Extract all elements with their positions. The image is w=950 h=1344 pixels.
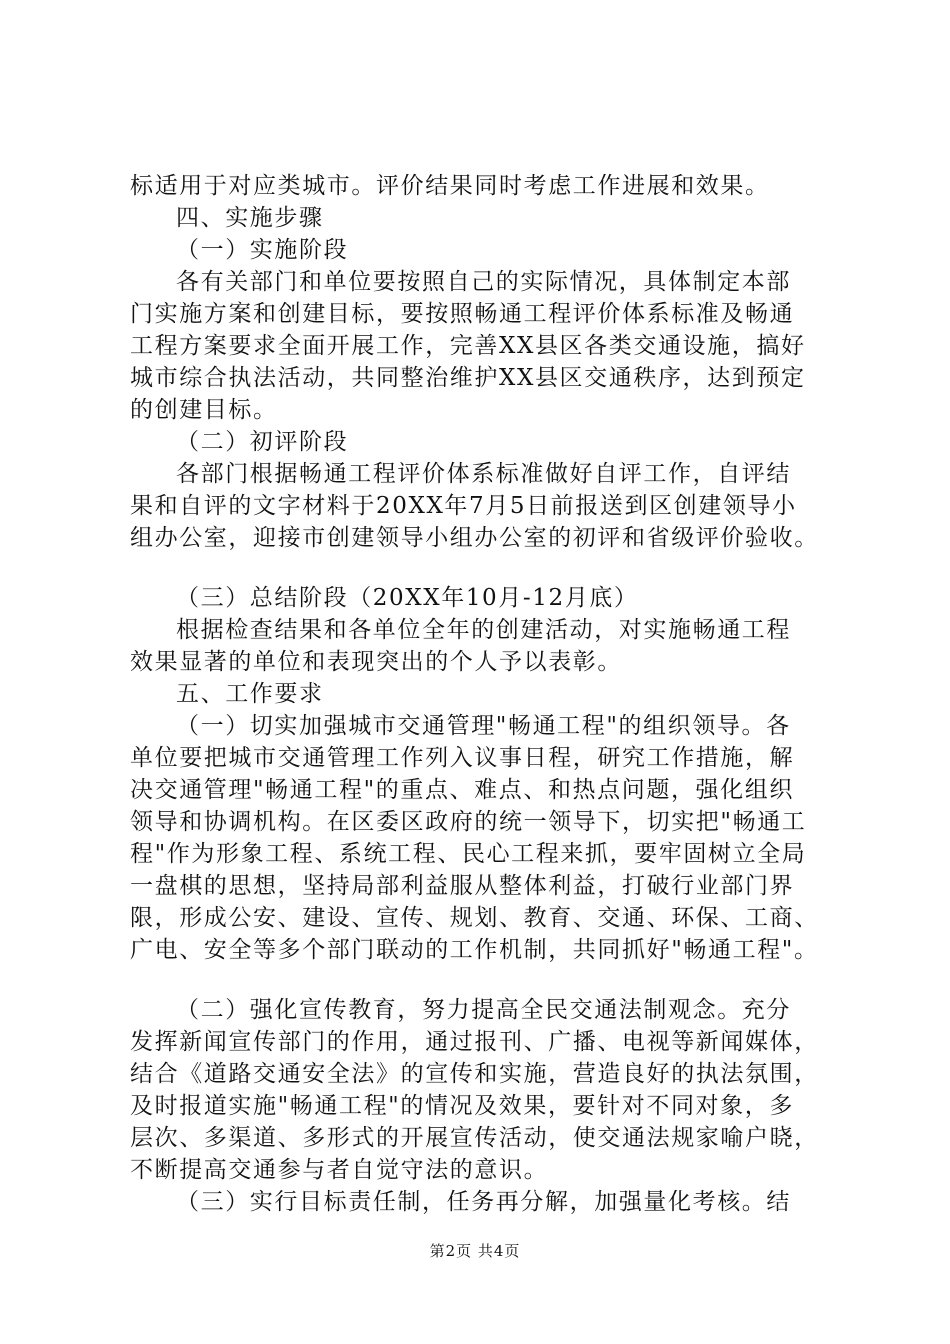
text-line: 各有关部门和单位要按照自己的实际情况，具体制定本部 — [176, 269, 791, 295]
text-line: 及时报道实施"畅通工程"的情况及效果，要针对不同对象，多 — [130, 1093, 794, 1119]
text-line: 各部门根据畅通工程评价体系标准做好自评工作，自评结 — [176, 461, 791, 487]
subsection-heading: （一）实施阶段 — [176, 237, 349, 263]
text-line: 效果显著的单位和表现突出的个人予以表彰。 — [130, 649, 622, 675]
text-line: 根据检查结果和各单位全年的创建活动，对实施畅通工程 — [176, 617, 791, 643]
text-line: 限，形成公安、建设、宣传、规划、教育、交通、环保、工商、 — [130, 905, 819, 931]
subsection-heading: （三）总结阶段（20XX年10月-12月底） — [176, 585, 639, 611]
text-line: 广电、安全等多个部门联动的工作机制，共同抓好"畅通工程"。 — [130, 937, 819, 963]
text-line: 工程方案要求全面开展工作，完善XX县区各类交通设施，搞好 — [130, 333, 806, 359]
text-line: （三）实行目标责任制，任务再分解，加强量化考核。结 — [176, 1189, 791, 1215]
page-footer: 第2页 共4页 — [429, 1242, 521, 1260]
text-line: 的创建目标。 — [130, 397, 278, 423]
text-line: （二）强化宣传教育，努力提高全民交通法制观念。充分 — [176, 997, 791, 1023]
text-line: 组办公室，迎接市创建领导小组办公室的初评和省级评价验收。 — [130, 525, 819, 551]
text-line: 门实施方案和创建目标，要按照畅通工程评价体系标准及畅通 — [130, 301, 795, 327]
text-line: 城市综合执法活动，共同整治维护XX县区交通秩序，达到预定 — [130, 365, 806, 391]
text-line: 层次、多渠道、多形式的开展宣传活动，使交通法规家喻户晓， — [130, 1125, 819, 1151]
text-line: 单位要把城市交通管理工作列入议事日程，研究工作措施，解 — [130, 745, 795, 771]
section-heading: 五、工作要求 — [176, 681, 324, 707]
text-line: 决交通管理"畅通工程"的重点、难点、和热点问题，强化组织 — [130, 777, 794, 803]
section-heading: 四、实施步骤 — [176, 205, 324, 231]
text-line: 发挥新闻宣传部门的作用，通过报刊、广播、电视等新闻媒体， — [130, 1029, 819, 1055]
text-line: 果和自评的文字材料于20XX年7月5日前报送到区创建领导小 — [130, 493, 797, 519]
text-line: 领导和协调机构。在区委区政府的统一领导下，切实把"畅通工 — [130, 809, 807, 835]
text-line: （一）切实加强城市交通管理"畅通工程"的组织领导。各 — [176, 713, 791, 739]
text-line: 结合《道路交通安全法》的宣传和实施，营造良好的执法氛围， — [130, 1061, 819, 1087]
text-line: 一盘棋的思想，坚持局部利益服从整体利益，打破行业部门界 — [130, 873, 795, 899]
text-line: 程"作为形象工程、系统工程、民心工程来抓，要牢固树立全局 — [130, 841, 807, 867]
text-line: 不断提高交通参与者自觉守法的意识。 — [130, 1157, 549, 1183]
document-body — [130, 170, 830, 1218]
subsection-heading: （二）初评阶段 — [176, 429, 349, 455]
text-line: 标适用于对应类城市。评价结果同时考虑工作进展和效果。 — [130, 173, 770, 199]
